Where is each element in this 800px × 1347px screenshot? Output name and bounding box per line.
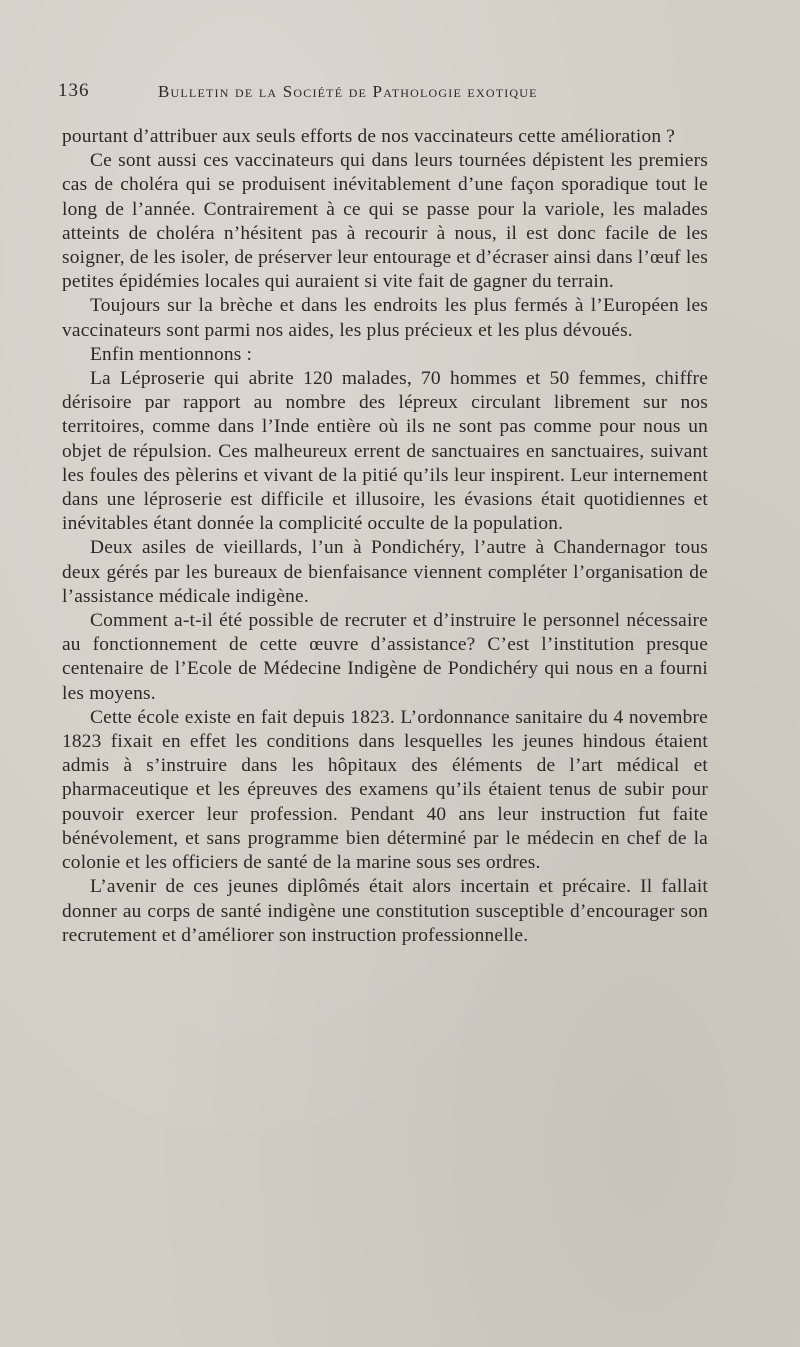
running-head — [58, 80, 710, 106]
journal-title: Bulletin de la Société de Pathologie exotique — [158, 82, 538, 101]
paragraph: Enfin mentionnons : — [90, 343, 253, 365]
paragraph: Cette école existe en fait depuis 1823. L’ordonnance sanitaire du 4 novembre 1823 fixait en effet les conditions dans lesquelles les jeunes hindous étaient admis à s’instruire dans les hôpitaux des éléments de l’art médical et pharmaceutique et les épreuves des examens qu’ils étaient tenus de subir pour pouvoir exercer leur profession. Pendant 40 ans leur instruction fut faite bénévolement, et sans programme bien déterminé par le médecin en chef de la colonie et les officiers de santé de la marine sous ses ordres. — [62, 706, 708, 874]
paragraph: La Léproserie qui abrite 120 malades, 70 hommes et 50 femmes, chiffre dérisoire par rapport au nombre des lépreux circulant librement sur nos territoires, comme dans l’Inde entière où ils ne sont pas comme pour nous un objet de répulsion. Ces malheureux errent de sanctuaires en sanctuaires, suivant les foules des pèlerins et vivant de la pitié qu’ils leur inspirent. Leur internement dans une léproserie est difficile et illusoire, les évasions était quotidiennes et inévitables étant donnée la complicité occulte de la population. — [62, 368, 708, 535]
paragraph: L’avenir de ces jeunes diplômés était alors incertain et précaire. Il fallait donner au corps de santé indigène une constitution susceptible d’encourager son recrutement et d’améliorer son instruction professionnelle. — [62, 876, 708, 946]
paragraph: Toujours sur la brèche et dans les endroits les plus fermés à l’Européen les vaccinateurs sont parmi nos aides, les plus précieux et les plus dévoués. — [62, 295, 708, 341]
paragraph: pourtant d’attribuer aux seuls efforts de nos vaccinateurs cette amélioration ? — [62, 126, 676, 147]
paragraph: Comment a-t-il été possible de recruter et d’instruire le personnel nécessaire au fonctionnement de cette œuvre d’assistance? C’est l’institution presque centenaire de l’Ecole de Médecine Indigène de Pondichéry qui nous en a fourni les moyens. — [62, 610, 708, 704]
page-number: 136 — [58, 80, 90, 101]
paragraph: Ce sont aussi ces vaccinateurs qui dans leurs tournées dépistent les premiers cas de choléra qui se produisent inévitablement d’une façon sporadique tout le long de l’année. Contrairement à ce qui se passe pour la variole, les malades atteints de choléra n’hésitent pas à recourir à nous, il est donc facile de les soigner, de les isoler, de préserver leur entourage et d’écraser ainsi dans l’œuf les petites épidémies locales qui auraient si vite fait de gagner du terrain. — [62, 150, 708, 293]
paragraph: Deux asiles de vieillards, l’un à Pondichéry, l’autre à Chandernagor tous deux gérés par les bureaux de bienfaisance viennent compléter l’organisation de l’assistance médicale indigène. — [62, 537, 708, 607]
body-text — [62, 125, 708, 948]
